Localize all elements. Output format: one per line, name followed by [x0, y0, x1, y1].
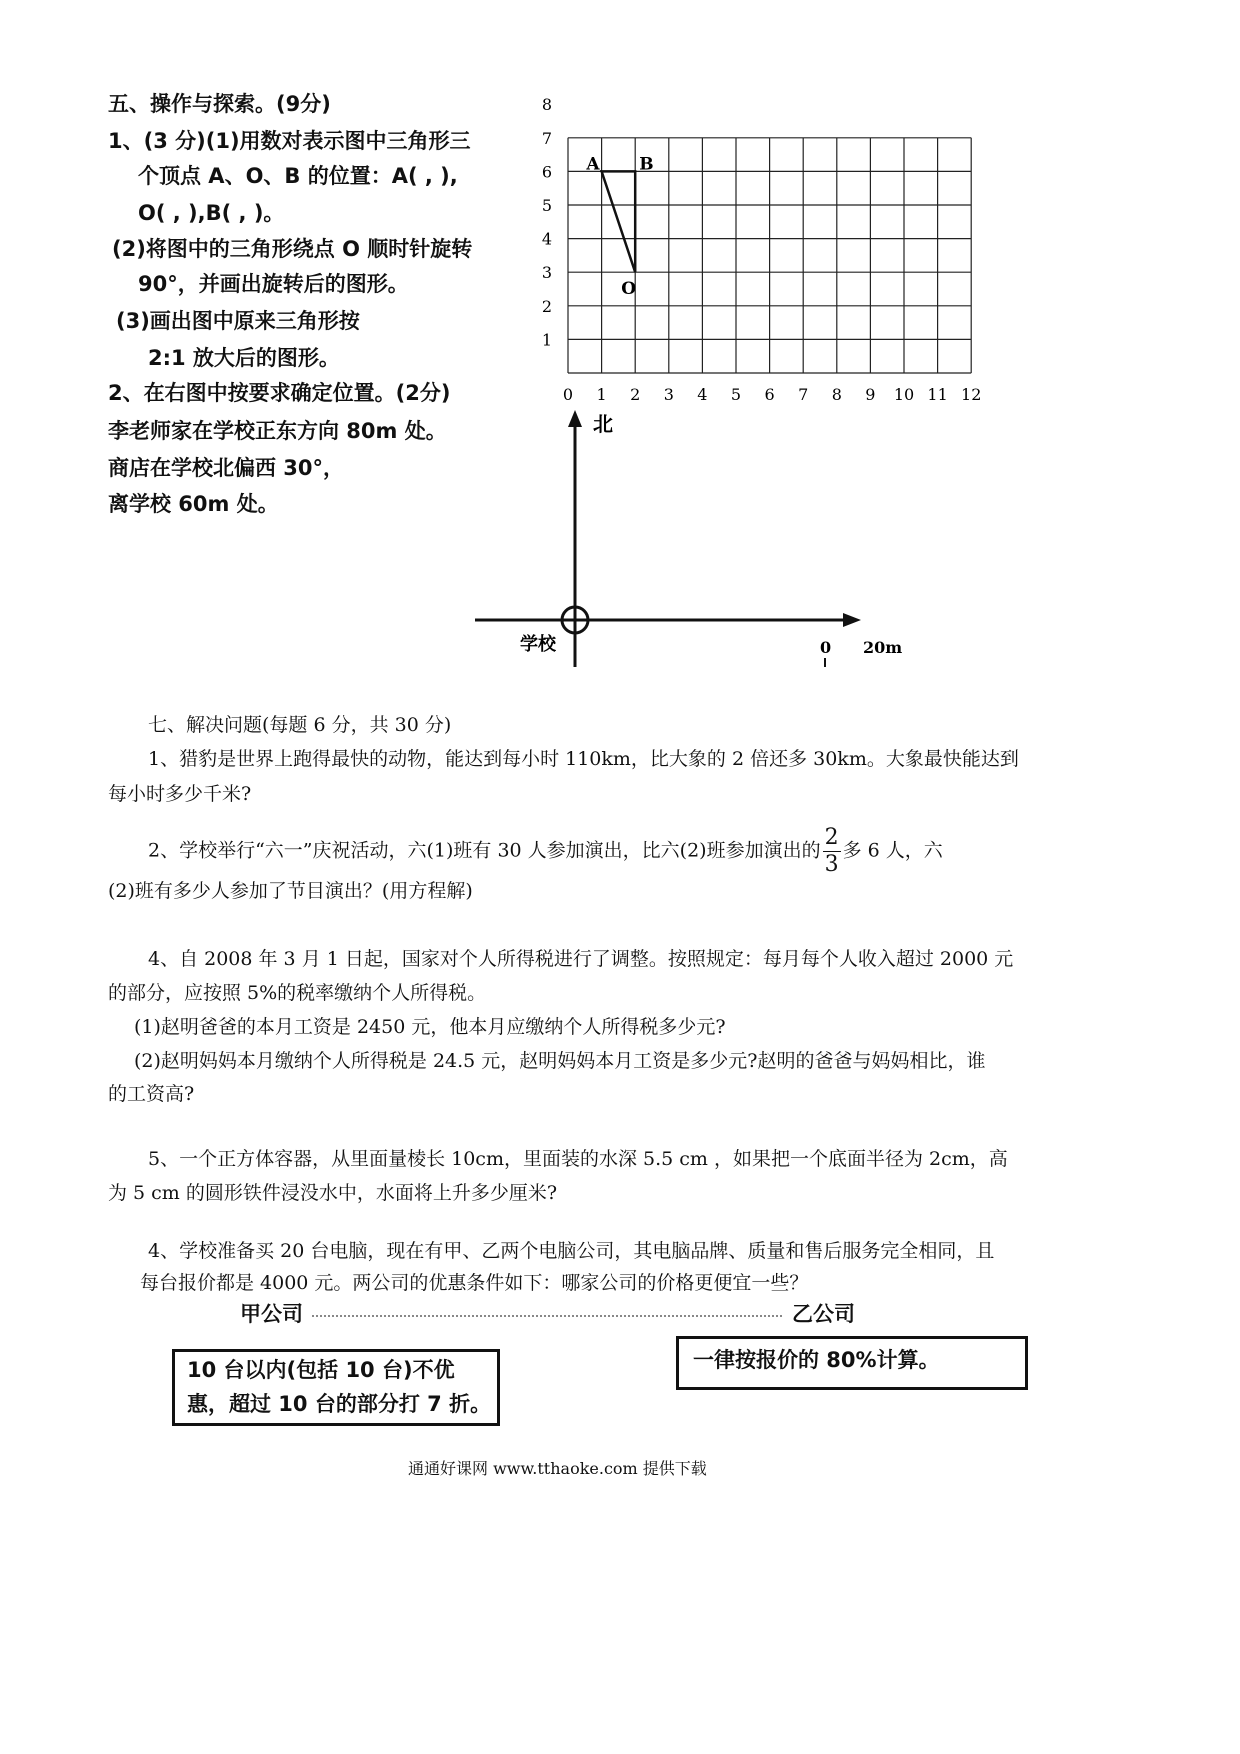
- fraction-numerator: 2: [824, 825, 839, 850]
- direction-diagram: [465, 405, 925, 680]
- scale-label: 20m: [863, 638, 903, 657]
- problem4-line2: 的部分，应按照 5%的税率缴纳个人所得税。: [108, 982, 487, 1004]
- q2-line4: 离学校 60m 处。: [108, 492, 279, 516]
- x-tick-label: 11: [927, 385, 948, 404]
- y-tick-label: 5: [541, 196, 552, 215]
- triangle-aob: [585, 154, 653, 299]
- x-tick-label: 2: [630, 385, 641, 404]
- section5-heading: 五、操作与探索。(9分): [108, 92, 331, 116]
- x-tick-label: 4: [697, 385, 708, 404]
- y-tick-label: 6: [541, 162, 552, 182]
- problem4-line1: 4、自 2008 年 3 月 1 日起，国家对个人所得税进行了调整。按照规定：每月每个人收入超过 2000 元: [148, 948, 1014, 970]
- q1-line4: (2)将图中的三角形绕点 O 顺时针旋转: [112, 237, 473, 261]
- problem2-text-b: 多 6 人，六: [842, 839, 943, 862]
- x-tick-label: 9: [865, 385, 876, 404]
- problem4-line4: (2)赵明妈妈本月缴纳个人所得税是 24.5 元，赵明妈妈本月工资是多少元?赵明的爸爸与妈妈相比，谁: [134, 1050, 986, 1072]
- q1-line6: (3)画出图中原来三角形按: [116, 309, 360, 333]
- problem4-line5: 的工资高?: [108, 1083, 195, 1105]
- q2-line1: 2、在右图中按要求确定位置。(2分): [108, 381, 451, 405]
- problem1-line1: 1、猎豹是世界上跑得最快的动物，能达到每小时 110km，比大象的 2 倍还多 30km。大象最快能达到: [148, 748, 1019, 770]
- problem1-line2: 每小时多少千米?: [108, 783, 252, 805]
- problem4-line3: (1)赵明爸爸的本月工资是 2450 元，他本月应缴纳个人所得税多少元?: [134, 1016, 726, 1038]
- y-tick-label: 8: [541, 95, 552, 115]
- q1-line7: 2:1 放大后的图形。: [148, 346, 340, 370]
- footer-credit: 通通好课网 www.tthaoke.com 提供下载: [408, 1459, 707, 1478]
- y-tick-label: 7: [541, 128, 552, 148]
- triangle-outline: [602, 171, 636, 272]
- company-b-offer-text: 一律按报价的 80%计算。: [693, 1348, 940, 1372]
- problem2-line2: (2)班有多少人参加了节目演出？(用方程解): [108, 880, 473, 902]
- x-tick-label: 12: [961, 385, 982, 404]
- coordinate-grid: [520, 95, 990, 415]
- y-tick-label: 4: [541, 229, 552, 249]
- y-tick-label: 2: [541, 296, 552, 316]
- east-arrowhead: [843, 613, 861, 627]
- q1-line2: 个顶点 A、O、B 的位置：A( , ),: [138, 164, 458, 188]
- x-tick-label: 3: [663, 385, 674, 404]
- x-tick-label: 10: [893, 385, 915, 404]
- fraction-two-thirds: [823, 827, 841, 876]
- problem5-line1: 5、一个正方体容器，从里面量棱长 10cm，里面装的水深 5.5 cm ，如果把一个底面半径为 2cm，高: [148, 1148, 1008, 1170]
- company-a-offer-line1: 10 台以内(包括 10 台)不优: [187, 1358, 455, 1382]
- q2-line3: 商店在学校北偏西 30°，: [108, 456, 345, 480]
- section7-heading: 七、解决问题(每题 6 分，共 30 分): [148, 714, 452, 736]
- q2-line2: 李老师家在学校正东方向 80m 处。: [108, 419, 447, 443]
- x-tick-label: 6: [764, 385, 775, 404]
- scale-zero: 0: [820, 638, 832, 657]
- north-label: 北: [593, 412, 613, 436]
- company-a-offer-line2: 惠，超过 10 台的部分打 7 折。: [187, 1392, 492, 1416]
- problem2-line1: [148, 827, 943, 876]
- problem5-line2: 为 5 cm 的圆形铁件浸没水中，水面将上升多少厘米?: [108, 1182, 558, 1204]
- y-tick-label: 3: [541, 263, 552, 283]
- q1-line1: 1、(3 分)(1)用数对表示图中三角形三: [108, 129, 471, 153]
- vertex-label-a: A: [586, 154, 600, 175]
- company-b-offer-box: [676, 1336, 1028, 1390]
- school-label: 学校: [520, 634, 556, 655]
- vertex-label-b: B: [639, 154, 654, 175]
- north-arrowhead: [568, 410, 582, 427]
- grid-tick-labels: [542, 95, 982, 404]
- x-tick-label: 1: [596, 385, 607, 404]
- q1-line5: 90°，并画出旋转后的图形。: [138, 272, 409, 296]
- vertex-label-o: O: [621, 279, 637, 300]
- company-a-label: 甲公司: [240, 1302, 303, 1326]
- q1-line3: O( , ),B( , )。: [138, 201, 285, 225]
- dotted-separator: [312, 1315, 782, 1317]
- problem6-line2: 每台报价都是 4000 元。两公司的优惠条件如下：哪家公司的价格更便宜一些？: [140, 1272, 809, 1294]
- fraction-denominator: 3: [824, 852, 839, 877]
- y-tick-label: 1: [541, 330, 552, 350]
- problem2-text-a: 2、学校举行“六一”庆祝活动，六(1)班有 30 人参加演出，比六(2)班参加演出的: [148, 839, 821, 862]
- x-tick-label: 7: [798, 385, 809, 404]
- x-tick-label: 0: [562, 385, 574, 404]
- problem6-line1: 4、学校准备买 20 台电脑，现在有甲、乙两个电脑公司，其电脑品牌、质量和售后服务完全相同，且: [148, 1240, 995, 1262]
- company-b-label: 乙公司: [792, 1302, 855, 1326]
- company-a-offer-box: [172, 1349, 500, 1426]
- x-tick-label: 8: [831, 385, 842, 404]
- x-tick-label: 5: [730, 385, 742, 404]
